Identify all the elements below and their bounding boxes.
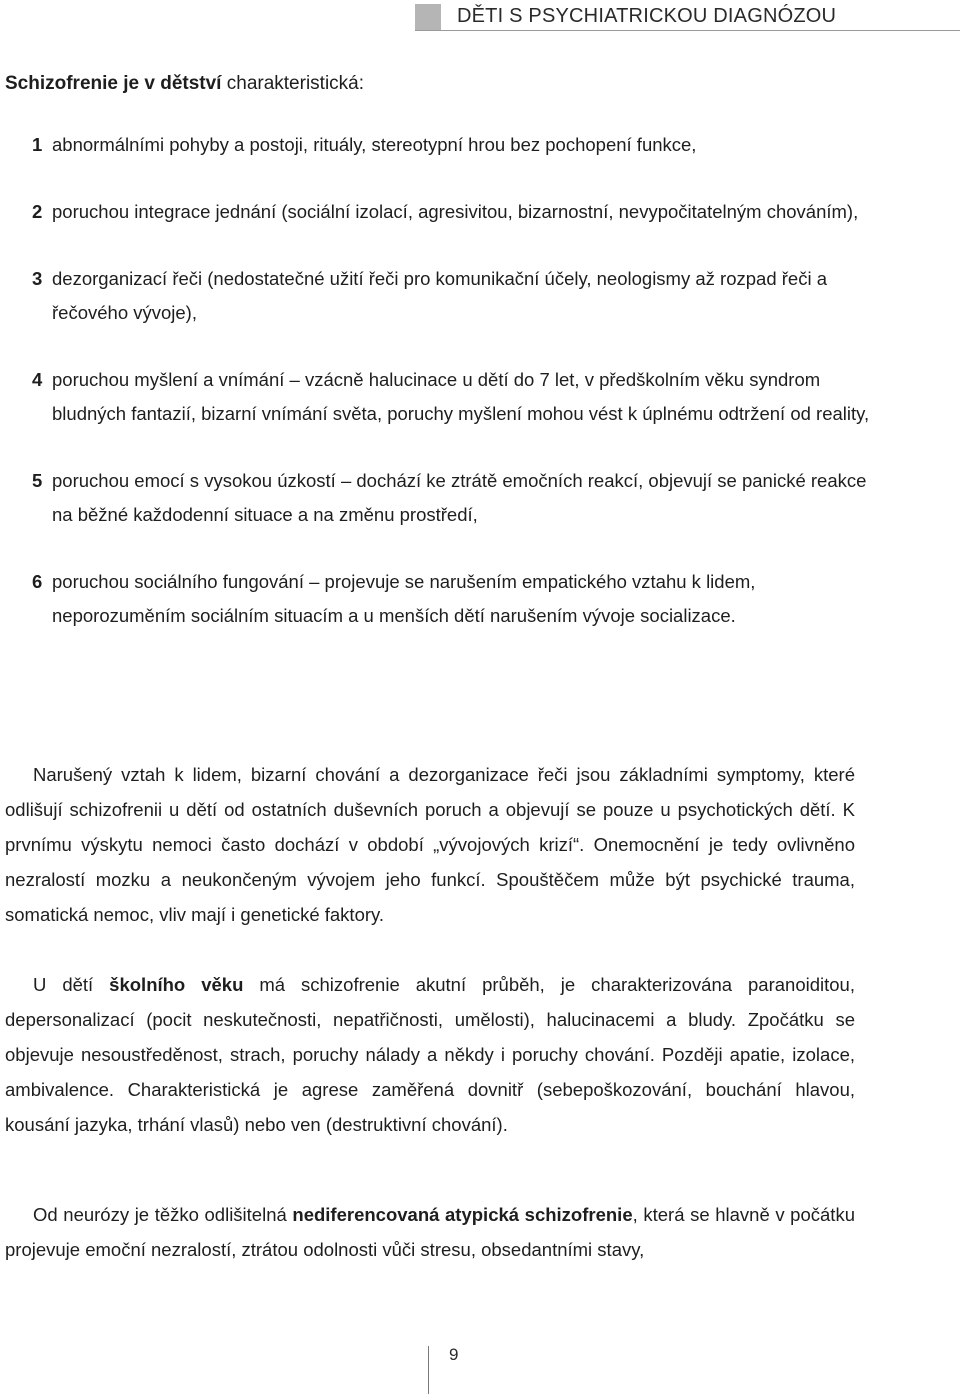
intro-rest: charakteristická: — [221, 73, 365, 94]
item-number: 4 — [32, 369, 43, 390]
item-text: poruchou sociálního fungování – projevuje se narušením empatického vztahu k lidem, neporozuměním sociálním situacím a u menších dětí narušením vývoje socializace. — [52, 571, 756, 626]
item-text: poruchou myšlení a vnímání – vzácně halucinace u dětí do 7 let, v předškolním věku syndrom bludných fantazií, bizarní vnímání světa, poruchy myšlení mohou vést k úplnému odtržení od reality, — [52, 369, 870, 424]
list-item — [32, 363, 872, 431]
intro-bold: Schizofrenie je v dětství — [5, 73, 222, 94]
item-text: poruchou emocí s vysokou úzkostí – dochází ke ztrátě emočních reakcí, objevují se panické reakce na běžné každodenní situace a na změnu prostředí, — [52, 470, 867, 525]
chapter-title: DĚTI S PSYCHIATRICKOU DIAGNÓZOU — [457, 5, 837, 27]
list-item — [32, 262, 872, 330]
header-gray-square — [415, 4, 441, 30]
paragraph-symptoms: Narušený vztah k lidem, bizarní chování a dezorganizace řeči jsou základními symptomy, které odlišují schizofrenii u dětí od ostatních duševních poruch a objevují se pouze u psychotických dětí. K prvnímu výskytu nemoci často dochází v období „vývojových krizí“. Onemocnění je tedy ovlivněno nezralostí mozku a neukončeným vývojem jeho funkcí. Spouštěčem může být psychické trauma, somatická nemoc, vliv mají i genetické faktory. — [5, 764, 855, 925]
list-item — [32, 195, 872, 229]
item-text: poruchou integrace jednání (sociální izolací, agresivitou, bizarnostní, nevypočitatelným chováním), — [52, 201, 859, 222]
item-number: 3 — [32, 268, 43, 289]
paragraph-school-age — [5, 967, 855, 1142]
p3-bold: nediferencovaná atypická schizofrenie — [292, 1204, 633, 1225]
list-item — [32, 464, 872, 532]
item-number: 6 — [32, 571, 43, 592]
p3-before: Od neurózy je těžko odlišitelná — [33, 1204, 293, 1225]
p2-bold: školního věku — [109, 974, 244, 995]
p3-after: , která se hlavně v počátku projevuje emoční nezralostí, ztrátou odolnosti vůči stresu, obsedantními stavy, — [5, 1204, 855, 1260]
list-item — [32, 565, 872, 633]
item-number: 1 — [32, 134, 43, 155]
list-item — [32, 128, 872, 162]
page-number: 9 — [449, 1345, 459, 1364]
item-number: 2 — [32, 201, 43, 222]
item-text: dezorganizací řeči (nedostatečné užití řeči pro komunikační účely, neologismy až rozpad řeči a řečového vývoje), — [52, 268, 827, 323]
p2-after: má schizofrenie akutní průběh, je charakterizována paranoiditou, depersonalizací (pocit neskutečnosti, nepatřičnosti, umělosti), halucinacemi a bludy. Zpočátku se objevuje nesoustředěnost, strach, poruchy nálady a někdy i poruchy chování. Později apatie, izolace, ambivalence. Charakteristická je agrese zaměřená dovnitř (sebepoškozování, bouchání hlavou, kousání jazyka, trhání vlasů) nebo ven (destruktivní chování). — [5, 974, 855, 1135]
symptom-list — [32, 128, 872, 633]
intro-line — [5, 73, 364, 95]
p2-before: U dětí — [33, 974, 110, 995]
paragraph-atypical — [5, 1197, 855, 1267]
running-header — [415, 4, 960, 31]
item-text: abnormálními pohyby a postoji, rituály, stereotypní hrou bez pochopení funkce, — [52, 134, 697, 155]
footer-divider — [428, 1346, 429, 1394]
item-number: 5 — [32, 470, 43, 491]
